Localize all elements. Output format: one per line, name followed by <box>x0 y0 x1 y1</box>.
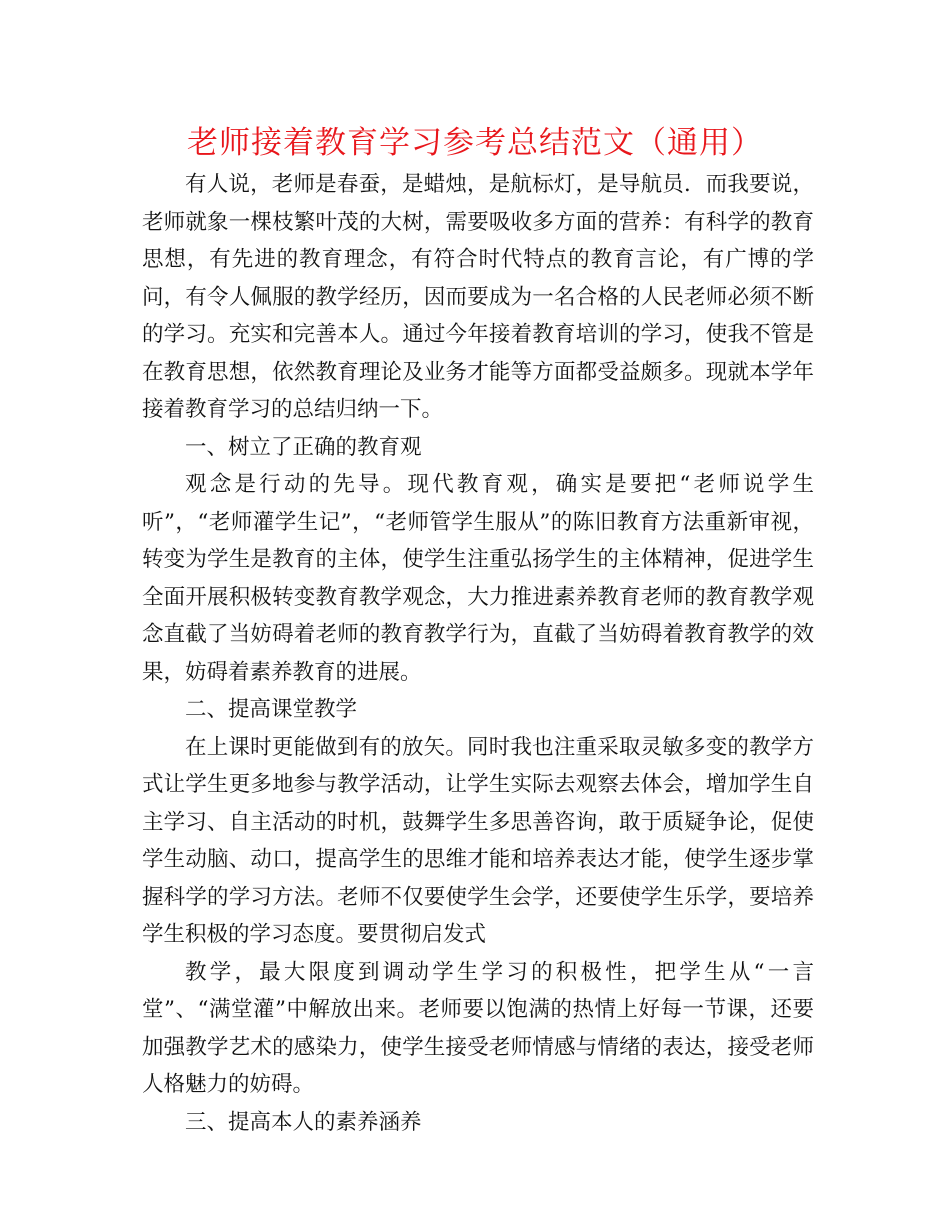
section-heading-3: 三、提高本人的素养涵养 <box>185 1109 422 1135</box>
document-body <box>142 166 814 1141</box>
paragraph-classroom-teaching: 在上课时更能做到有的放矢。同时我也注重采取灵敏多变的教学方式让学生更多地参与教学活动，让学生实际去观察去体会，增加学生自主学习、自主活动的时机，鼓舞学生多思善咨询，敢于质疑争论，促使学生动脑、动口，提高学生的思维才能和培养表达才能，使学生逐步掌握科学的学习方法。老师不仅要使学生会学，还要使学生乐学，要培养学生积极的学习态度。要贯彻启发式 <box>142 734 814 947</box>
section-heading-1: 一、树立了正确的教育观 <box>185 434 422 460</box>
paragraph-education-view: 观念是行动的先导。现代教育观，确实是要把“老师说学生听”，“老师灌学生记”，“老师管学生服从”的陈旧教育方法重新审视，转变为学生是教育的主体，使学生注重弘扬学生的主体精神，促进学生全面开展积极转变教育教学观念，大力推进素养教育老师的教育教学观念直截了当妨碍着老师的教育教学行为，直截了当妨碍着教育教学的效果，妨碍着素养教育的进展。 <box>142 472 814 685</box>
section-heading-2: 二、提高课堂教学 <box>185 697 358 722</box>
paragraph-teaching-continued: 教学，最大限度到调动学生学习的积极性，把学生从“一言堂”、“满堂灌”中解放出来。老师要以饱满的热情上好每一节课，还要加强教学艺术的感染力，使学生接受老师情感与情绪的表达，接受老师人格魅力的妨碍。 <box>142 959 814 1097</box>
document-title: 老师接着教育学习参考总结范文（通用） <box>187 125 763 161</box>
paragraph-intro: 有人说，老师是春蚕，是蜡烛，是航标灯，是导航员．而我要说，老师就象一棵枝繁叶茂的大树，需要吸收多方面的营养：有科学的教育思想，有先进的教育理念，有符合时代特点的教育言论，有广博的学问，有令人佩服的教学经历，因而要成为一名合格的人民老师必须不断的学习。充实和完善本人。通过今年接着教育培训的学习，使我不管是在教育思想，依然教育理论及业务才能等方面都受益颇多。现就本学年接着教育学习的总结归纳一下。 <box>142 172 814 422</box>
